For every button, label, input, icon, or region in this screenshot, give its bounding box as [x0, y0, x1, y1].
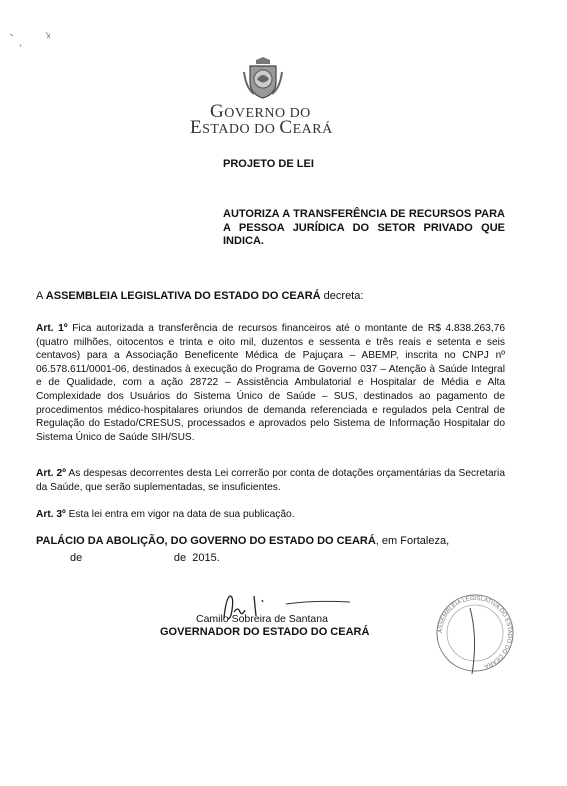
- governor-name: Camilo Sobreira de Santana: [196, 613, 328, 625]
- closing-date: de de 2015.: [70, 552, 220, 564]
- ceara-coat-of-arms-icon: [240, 54, 286, 100]
- document-title: PROJETO DE LEI: [223, 158, 314, 170]
- letterhead-line-2: ESTADO DO CEARÁ: [190, 117, 333, 138]
- governor-title: GOVERNADOR DO ESTADO DO CEARÁ: [160, 626, 370, 638]
- article-3: Art. 3º Esta lei entra em vigor na data de sua publicação.: [36, 509, 295, 520]
- assembly-stamp: [430, 588, 520, 678]
- letterhead-line-1: GOVERNO DO: [210, 101, 311, 122]
- enacting-clause: A ASSEMBLEIA LEGISLATIVA DO ESTADO DO CEARÁ decreta:: [36, 290, 364, 302]
- article-2: Art. 2º As despesas decorrentes desta Lei correrão por conta de dotações orçamentárias da Secretaria da Saúde, que serão suplementadas, se insuficientes.: [36, 468, 505, 493]
- svg-text:ASSEMBLEIA LEGISLATIVA DO ESTA: ASSEMBLEIA LEGISLATIVA DO ESTADO DO CEARÁ: [437, 595, 513, 669]
- scan-marks: [6, 24, 66, 64]
- article-1: Art. 1º Fica autorizada a transferência de recursos financeiros até o montante de R$ 4.838.263,76 (quatro milhões, oitocentos e trinta e oito mil, duzentos e sessenta e três reais e setenta e seis centavos) para a Associação Beneficente Médica de Pajuçara – ABEMP, inscrita no CNPJ nº 06.578.611/0001-06, destinados à execução do Programa de Governo 037 – Atenção à Saúde Integral e de Qualidade, com a ação 28722 – Assistência Ambulatorial e Hospitalar de Média e Alta Complexidade dos Usuários do Sistema Único de Saúde – SUS, destinados ao pagamento de procedimentos médico-hospitalares oriundos de demanda referenciada e regulados pela Central de Regulação do Estado/CRESUS, processados e aprovados pelo Sistema de Informação Hospitalar do Sistema Único de Saúde SIH/SUS.: [36, 323, 506, 443]
- closing-place: PALÁCIO DA ABOLIÇÃO, DO GOVERNO DO ESTADO DO CEARÁ, em Fortaleza,: [36, 535, 450, 547]
- ementa: AUTORIZA A TRANSFERÊNCIA DE RECURSOS PARA A PESSOA JURÍDICA DO SETOR PRIVADO QUE INDICA.: [223, 208, 505, 247]
